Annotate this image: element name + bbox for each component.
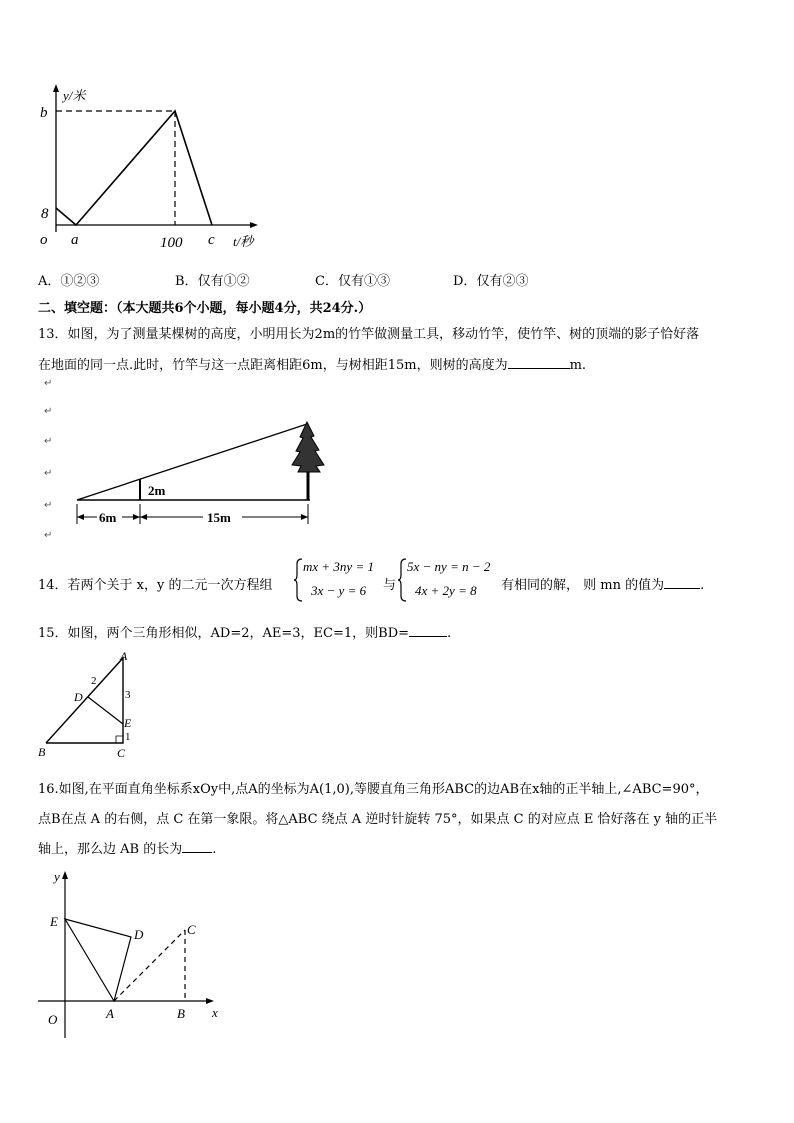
q13-answer-blank (508, 356, 570, 369)
return-mark: ↵ (44, 468, 53, 479)
q16-line3-wrap (38, 838, 216, 857)
x-axis-label: t/秒 (233, 234, 254, 249)
origin-label: O (48, 1012, 58, 1027)
section-title: 二、填空题：（本大题共6个小题，每小题4分，共24分.） (38, 301, 372, 316)
tree-measure-figure (70, 412, 330, 536)
dist-15m-label: 15m (207, 510, 231, 525)
q15-end: . (447, 626, 452, 641)
q16-answer-blank (182, 840, 212, 853)
dist-6m-label: 6m (99, 510, 117, 525)
return-mark: ↵ (44, 530, 53, 541)
point-d-label: D (134, 927, 144, 942)
q14-sys1-eq1: mx + 3ny = 1 (303, 559, 374, 574)
label-ae-3: 3 (125, 689, 131, 701)
tick-100: 100 (160, 235, 183, 251)
pole-label: 2m (148, 483, 166, 498)
point-e-label: E (50, 914, 58, 929)
label-d: D (74, 690, 83, 704)
option-d (453, 270, 528, 289)
point-a-label: A (106, 1006, 114, 1021)
option-a-text: ①②③ (60, 274, 100, 289)
return-mark: ↵ (44, 378, 53, 389)
label-c: C (117, 746, 126, 760)
left-brace-icon (293, 558, 303, 602)
tick-c: c (208, 232, 215, 248)
q14-prefix: 14．若两个关于 x，y 的二元一次方程组 (38, 578, 273, 593)
q13-unit: m. (569, 358, 587, 373)
tick-o: o (40, 232, 48, 248)
option-b-text: 仅有①② (197, 274, 250, 289)
q15-line (38, 622, 451, 641)
q14-sys2-eq1: 5x − ny = n − 2 (407, 559, 491, 574)
label-ec-1: 1 (125, 731, 131, 743)
option-c (315, 270, 390, 289)
q13-line1: 13．如图，为了测量某棵树的高度，小明用长为2m的竹竿做测量工具，移动竹竿，使竹竿、树的顶端的影子恰好落 (38, 327, 700, 342)
axis-x-label: x (212, 1005, 218, 1020)
label-e: E (124, 716, 132, 730)
q15-answer-blank (409, 624, 447, 637)
return-mark: ↵ (44, 436, 53, 447)
q14-suffix: 有相同的解， 则 mn 的值为 (501, 578, 665, 593)
q13-line2-text: 在地面的同一点.此时，竹竿与这一点距离相距6m，与树相距15m，则树的高度为 (38, 358, 508, 373)
option-b-letter: B． (175, 274, 198, 289)
y-axis-label: y/米 (63, 88, 86, 103)
option-a-letter: A． (38, 274, 61, 289)
label-a: A (120, 649, 128, 663)
q16-line2: 点B在点 A 的右侧，点 C 在第一象限。将△ABC 绕点 A 逆时针旋转 75°，如果点 C 的对应点 E 恰好落在 y 轴的正半 (38, 812, 718, 827)
tick-b: b (40, 105, 48, 121)
q15-text: 15．如图，两个三角形相似，AD=2，AE=3，EC=1，则BD= (38, 626, 410, 641)
point-c-label: C (187, 922, 196, 937)
q14-end: . (700, 578, 705, 593)
distance-time-graph (30, 82, 270, 254)
q14-sys1-eq2: 3x − y = 6 (311, 583, 367, 598)
q14-answer-blank (664, 576, 700, 589)
q16-line3: 轴上，那么边 AB 的长为 (38, 842, 183, 857)
tree-icon (292, 422, 324, 472)
q16-end: . (212, 842, 217, 857)
return-mark: ↵ (44, 406, 53, 417)
label-b: B (38, 745, 46, 759)
point-b-label: B (177, 1006, 185, 1021)
q14-suffix-line (501, 574, 704, 593)
q14-middle: 与 (383, 578, 397, 593)
label-ad-2: 2 (91, 675, 97, 687)
option-a (38, 270, 99, 289)
return-mark: ↵ (44, 500, 53, 511)
left-brace-icon (397, 558, 407, 602)
axis-y-label: y (54, 869, 60, 884)
tick-8: 8 (41, 206, 49, 222)
option-c-letter: C． (315, 274, 338, 289)
coordinate-rotation-figure (34, 866, 234, 1044)
q13-line2 (38, 354, 586, 373)
option-b (175, 270, 250, 289)
similar-triangles-figure (36, 648, 138, 760)
tick-a: a (71, 232, 79, 248)
option-d-text: 仅有②③ (476, 274, 529, 289)
option-d-letter: D． (453, 274, 477, 289)
option-c-text: 仅有①③ (337, 274, 390, 289)
q16-line1: 16.如图,在平面直角坐标系xOy中,点A的坐标为A(1,0),等腰直角三角形ABC的边AB在x轴的正半轴上,∠ABC=90°， (38, 782, 709, 797)
q14-sys2-eq2: 4x + 2y = 8 (415, 583, 477, 598)
